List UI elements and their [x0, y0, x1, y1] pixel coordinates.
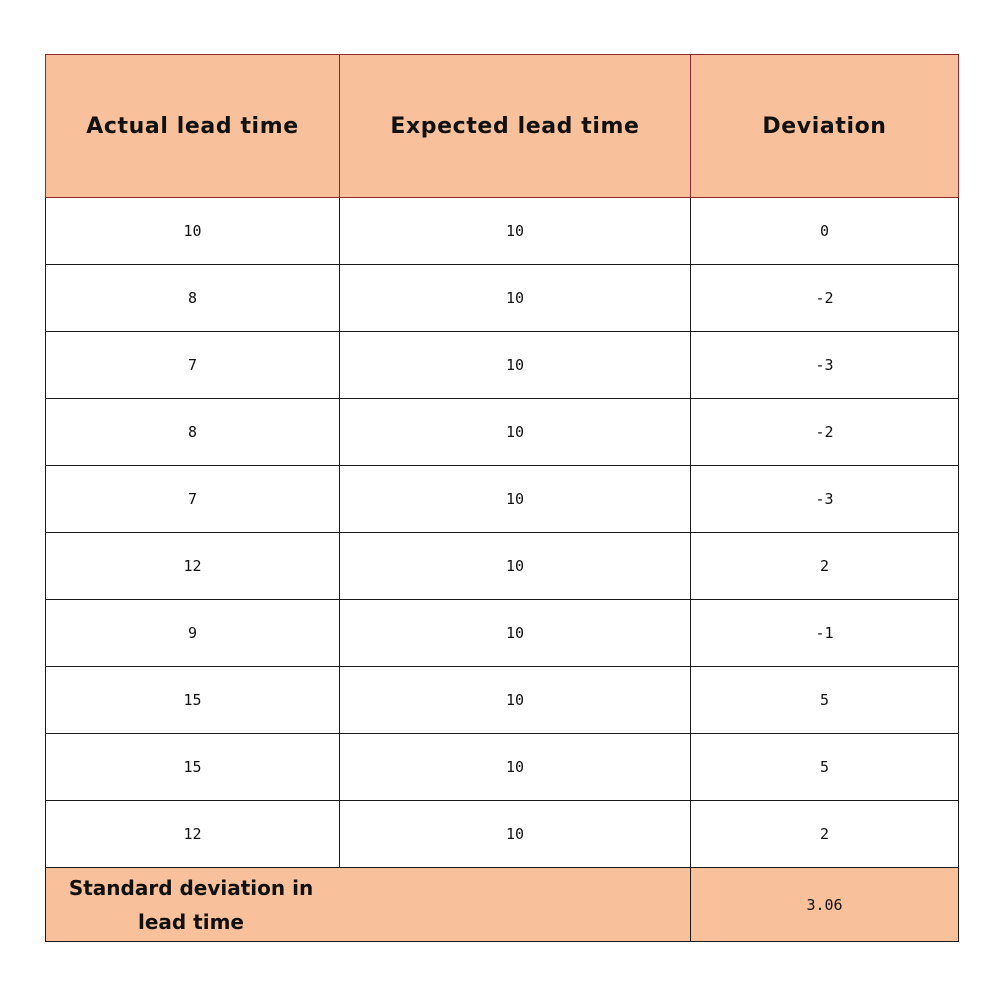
- cell-actual: 15: [46, 667, 340, 734]
- cell-deviation: -1: [691, 600, 959, 667]
- header-actual-lead-time: Actual lead time: [46, 55, 340, 198]
- table-row: [46, 801, 959, 868]
- table-row: [46, 198, 959, 265]
- cell-expected: 10: [340, 399, 691, 466]
- cell-deviation: 2: [691, 533, 959, 600]
- cell-actual: 15: [46, 734, 340, 801]
- cell-expected: 10: [340, 600, 691, 667]
- table-row: [46, 399, 959, 466]
- cell-expected: 10: [340, 198, 691, 265]
- cell-actual: 9: [46, 600, 340, 667]
- cell-expected: 10: [340, 734, 691, 801]
- table-row: [46, 600, 959, 667]
- header-row: [46, 55, 959, 198]
- cell-deviation: 5: [691, 734, 959, 801]
- cell-actual: 10: [46, 198, 340, 265]
- summary-label: Standard deviation in lead time: [68, 875, 314, 934]
- table-row: [46, 466, 959, 533]
- cell-expected: 10: [340, 801, 691, 868]
- table-row: [46, 533, 959, 600]
- header-expected-lead-time: Expected lead time: [340, 55, 691, 198]
- cell-actual: 8: [46, 399, 340, 466]
- cell-expected: 10: [340, 533, 691, 600]
- cell-deviation: 0: [691, 198, 959, 265]
- table-body: [46, 198, 959, 868]
- cell-deviation: -2: [691, 265, 959, 332]
- lead-time-deviation-table: [45, 54, 959, 942]
- cell-deviation: 2: [691, 801, 959, 868]
- cell-deviation: -3: [691, 332, 959, 399]
- summary-label-cell: [46, 868, 691, 942]
- table-header: [46, 55, 959, 198]
- table-row: [46, 734, 959, 801]
- cell-actual: 8: [46, 265, 340, 332]
- cell-deviation: 5: [691, 667, 959, 734]
- header-deviation: Deviation: [691, 55, 959, 198]
- cell-deviation: -3: [691, 466, 959, 533]
- table-footer: [46, 868, 959, 942]
- table-row: [46, 667, 959, 734]
- cell-expected: 10: [340, 466, 691, 533]
- summary-value: 3.06: [691, 868, 959, 942]
- summary-row: [46, 868, 959, 942]
- cell-expected: 10: [340, 332, 691, 399]
- cell-expected: 10: [340, 667, 691, 734]
- table-row: [46, 332, 959, 399]
- cell-actual: 12: [46, 533, 340, 600]
- cell-actual: 7: [46, 332, 340, 399]
- cell-actual: 12: [46, 801, 340, 868]
- cell-expected: 10: [340, 265, 691, 332]
- cell-actual: 7: [46, 466, 340, 533]
- table-row: [46, 265, 959, 332]
- cell-deviation: -2: [691, 399, 959, 466]
